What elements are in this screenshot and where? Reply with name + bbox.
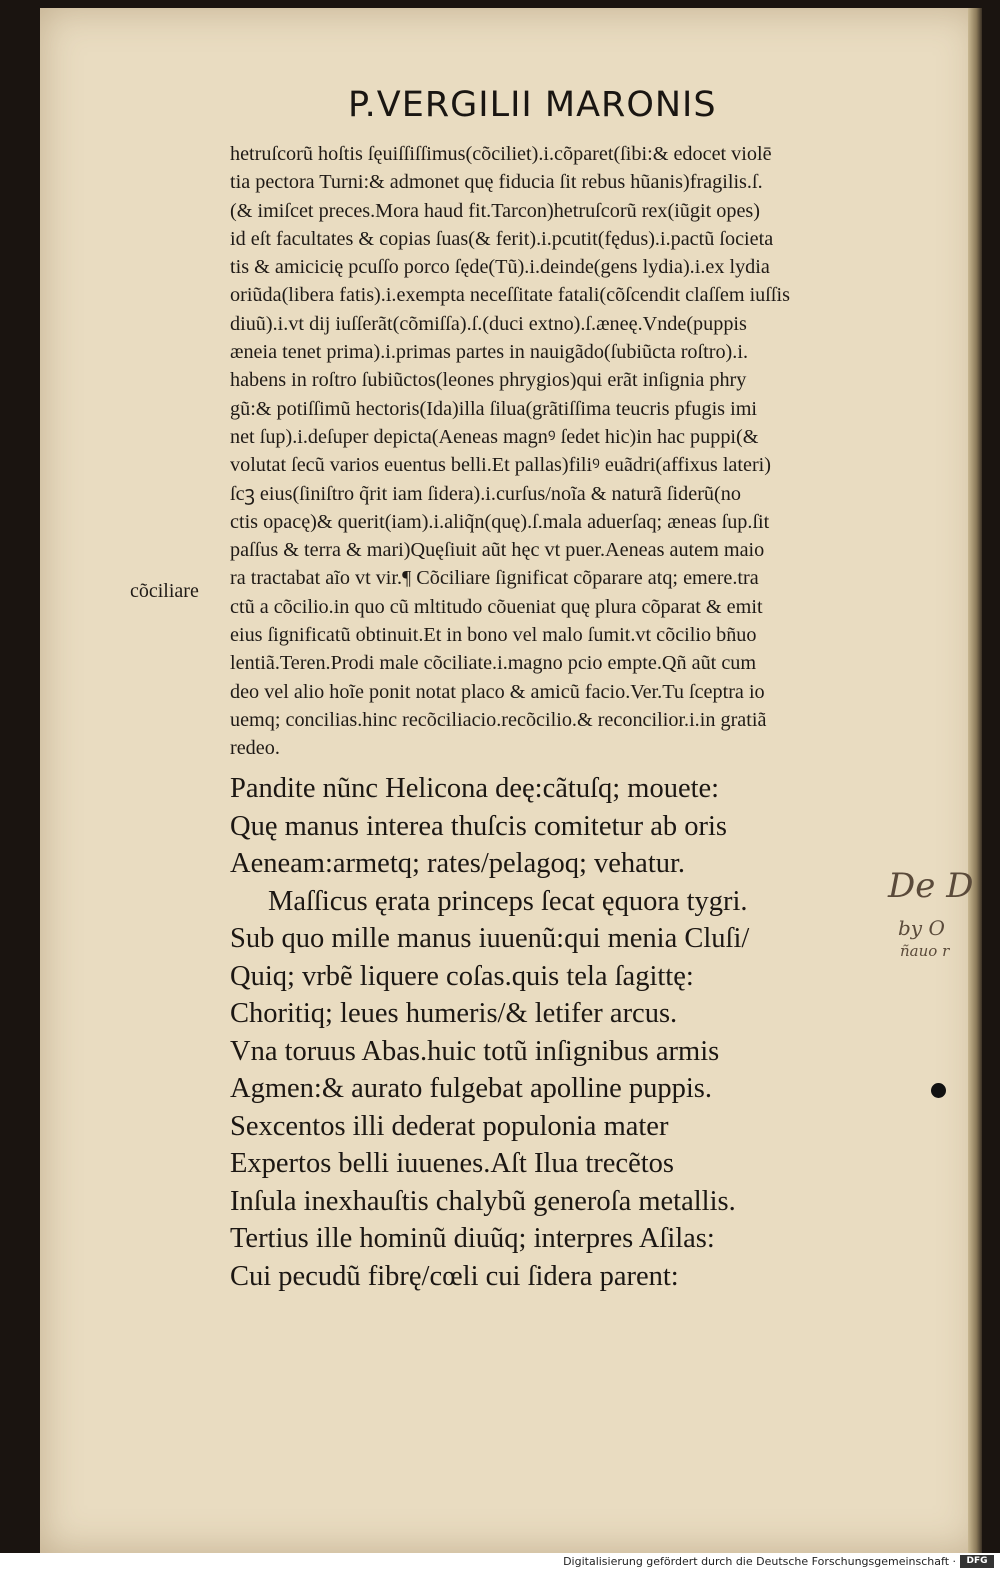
footer-text: Digitalisierung gefördert durch die Deutsche Forschungsgemeinschaft · <box>563 1555 956 1568</box>
commentary-line: uemq; concilias.hinc recõciliacio.recõcilio.& reconcilior.i.in gratiã <box>230 708 767 731</box>
commentary-line: tia pectora Turni:& admonet quę fiducia ſit rebus hũanis)fragilis.ſ. <box>230 171 763 194</box>
commentary-line: redeo. <box>230 737 280 760</box>
commentary-line: ſcꝫ eius(ſiniſtro q̃rit iam ſidera).i.curſus/noĩa & naturã ſiderũ(no <box>230 482 741 505</box>
verse-line: Choritiq; leues humeris/& letifer arcus. <box>230 998 678 1029</box>
commentary-line: paſſus & terra & mari)Quęſiuit aũt hęc vt puer.Aeneas autem maio <box>230 539 765 562</box>
verse-line: Pandite nũnc Helicona deę:cãtuſq; mouete: <box>230 773 720 804</box>
commentary-line: tis & amicicię pcuſſo porco ſęde(Tũ).i.deinde(gens lydia).i.ex lydia <box>230 256 770 279</box>
commentary-line: (& imiſcet preces.Mora haud fit.Tarcon)hetruſcorũ rex(iũgit opes) <box>230 199 760 222</box>
verse-line: Quiq; vrbẽ liquere coſas.quis tela ſagittę: <box>230 960 694 992</box>
commentary-block <box>230 140 955 763</box>
verse-line: Quę manus interea thuſcis comitetur ab oris <box>230 810 728 842</box>
verse-line: Sexcentos illi dederat populonia mater <box>230 1110 669 1142</box>
verse-line: Maſſicus ęrata princeps ſecat ęquora tygri. <box>268 885 748 917</box>
handwritten-note-line: De D <box>888 866 974 906</box>
commentary-line: volutat ſecũ varios euentus belli.Et pallas)filiꝰ euãdri(affixus lateri) <box>230 454 772 477</box>
verse-line: Agmen:& aurato fulgebat apolline puppis. <box>230 1073 713 1104</box>
running-head: P.VERGILII MARONIS <box>348 85 717 125</box>
commentary-line: oriũda(libera fatis).i.exempta neceſſitate fatali(cõſcendit claſſem iuſſis <box>230 284 790 307</box>
verse-line: Aeneam:armetq; rates/pelagoq; vehatur. <box>230 848 686 879</box>
commentary-line: hetruſcorũ hoſtis ſęuiſſiſſimus(cõciliet).i.cõparet(ſibi:& edocet violē <box>230 143 772 165</box>
dfg-logo: DFG <box>960 1555 994 1568</box>
commentary-line: ctis opacę)& querit(iam).i.aliq̃n(quę).ſ.mala aduerſaq; æneas ſup.ſit <box>230 510 770 533</box>
handwritten-note-line: by O <box>898 916 945 940</box>
ink-dot <box>931 1083 946 1098</box>
verse-line: Tertius ille hominũ diuũq; interpres Aſilas: <box>230 1223 715 1254</box>
commentary-line: ra tractabat aĩo vt vir.¶ Cõciliare ſignificat cõparare atq; emere.tra <box>230 567 759 590</box>
verse-line: Expertos belli iuuenes.Aſt Ilua trecẽtos <box>230 1148 674 1179</box>
commentary-line: æneia tenet prima).i.primas partes in nauigãdo(ſubiũcta roſtro).i. <box>230 341 748 364</box>
commentary-line: eius ſignificatũ obtinuit.Et in bono vel malo ſumit.vt cõcilio bñuo <box>230 624 757 647</box>
verse-line: Vna toruus Abas.huic totũ inſignibus armis <box>230 1035 720 1067</box>
commentary-line: lentiã.Teren.Prodi male cõciliate.i.magno pcio empte.Qñ aũt cum <box>230 652 757 675</box>
commentary-line: habens in roſtro ſubiũctos(leones phrygios)qui erãt inſignia phry <box>230 369 747 392</box>
commentary-line: id eſt facultates & copias ſuas(& ferit).i.pcutit(fędus).i.pactũ ſocieta <box>230 227 774 250</box>
commentary-line: gũ:& potiſſimũ hectoris(Ida)illa ſilua(grãtiſſima teucris pfugis imi <box>230 397 758 420</box>
commentary-line: net ſup).i.deſuper depicta(Aeneas magnꝰ ſedet hic)in hac puppi(& <box>230 425 759 448</box>
page-gutter <box>968 8 982 1553</box>
verse-line: Sub quo mille manus iuuenũ:qui menia Cluſi/ <box>230 923 750 954</box>
commentary-line: deo vel alio hoĩe ponit notat placo & amicũ facio.Ver.Tu ſceptra io <box>230 680 765 703</box>
verse-line: Inſula inexhauſtis chalybũ generoſa metallis. <box>230 1185 736 1217</box>
handwritten-note-line: ñauo r <box>900 942 950 960</box>
commentary-line: diuũ).i.vt dij iuſſerãt(cõmiſſa).ſ.(duci extno).ſ.æneę.Vnde(puppis <box>230 312 747 335</box>
commentary-line: ctũ a cõcilio.in quo cũ mltitudo cõueniat quę plura cõparat & emit <box>230 595 763 618</box>
handwritten-note <box>884 866 980 966</box>
verse-line: Cui pecudũ fibrę/cœli cui ſidera parent: <box>230 1260 679 1292</box>
verse-block <box>230 770 930 1295</box>
margin-note: cõciliare <box>130 580 199 602</box>
